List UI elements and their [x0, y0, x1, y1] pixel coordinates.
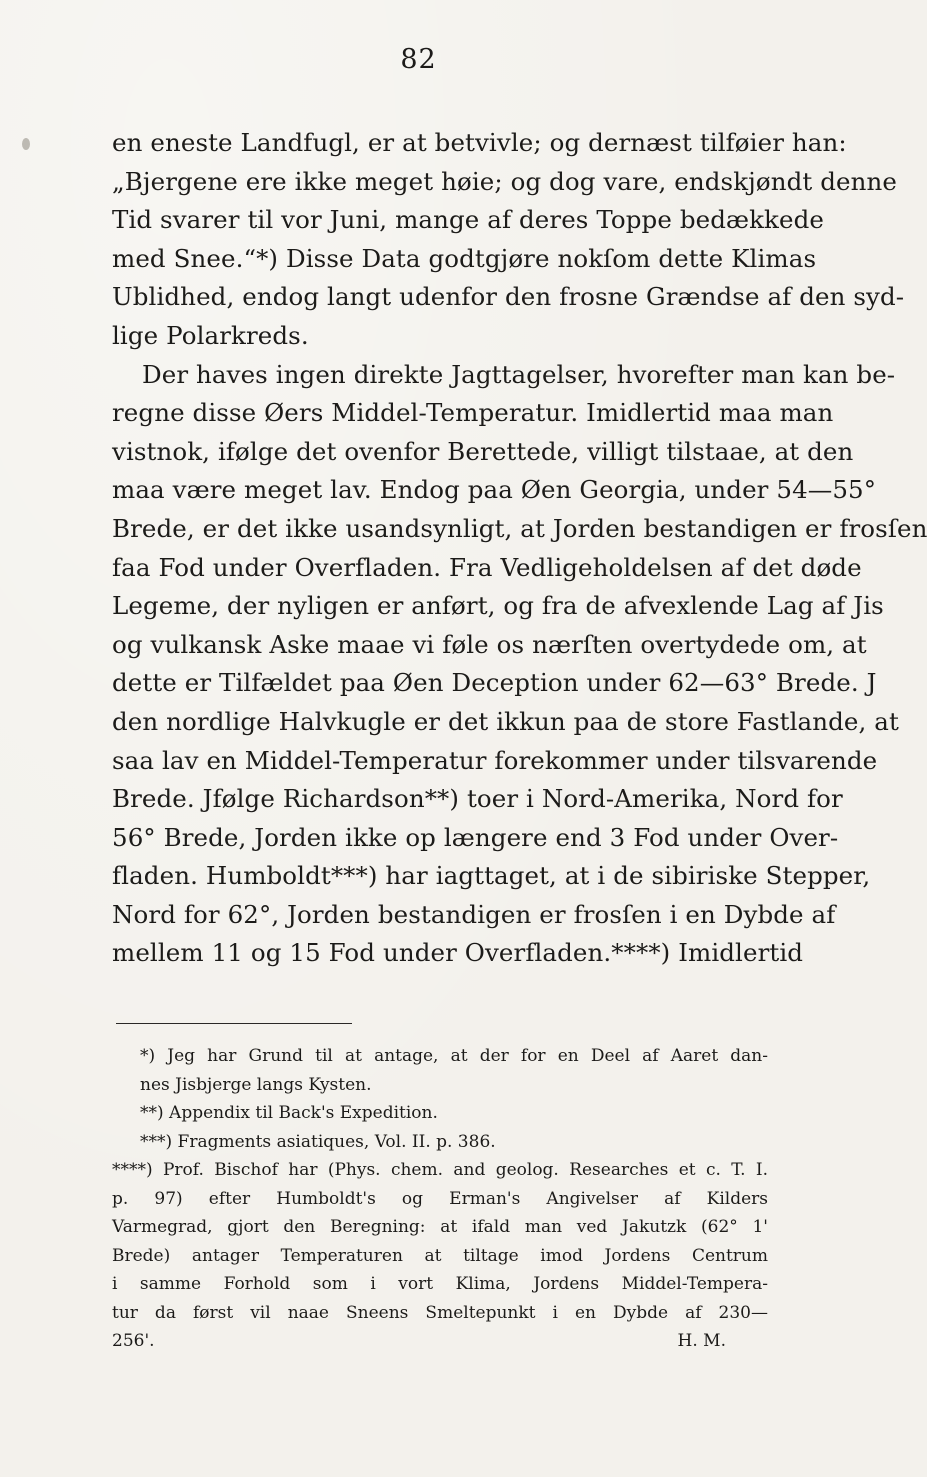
text-line: vistnok, ifølge det ovenfor Berettede, villigt tilstaae, at den: [112, 436, 854, 466]
text-line: med Snee.“*) Disse Data godtgjøre nokſom dette Klimas: [112, 243, 817, 273]
text-line: en eneste Landfugl, er at betvivle; og dernæst tilføier han:: [112, 128, 847, 157]
main-text-block: [112, 124, 927, 973]
text-line: fladen. Humboldt***) har iagttaget, at i de sibiriske Stepper,: [112, 861, 871, 891]
text-line: mellem 11 og 15 Fod under Overfladen.****) Imidlertid: [112, 938, 804, 968]
text-line: faa Fod under Overfladen. Fra Vedligeholdelsen af det døde: [112, 552, 862, 582]
text-line: Legeme, der nyligen er anført, og fra de afvexlende Lag af Jis: [112, 591, 884, 621]
footnote-4-cont: tur da først vil naae Sneens Smeltepunkt i en Dybde af 230—: [112, 1302, 768, 1323]
footnote-4-cont: i samme Forhold som i vort Klima, Jordens Middel-Tempera-: [112, 1274, 768, 1294]
text-line: dette er Tilfældet paa Øen Deception under 62—63° Brede. J: [112, 668, 877, 698]
footnote-4-cont: Varmegrad, gjort den Beregning: at ifald man ved Jakutzk (62° 1': [112, 1217, 768, 1237]
text-line: Ublidhed, endog langt udenfor den frosne Grændse af den syd-: [112, 282, 905, 312]
footnote-1: *) Jeg har Grund til at antage, at der for en Deel af Aaret dan-: [140, 1046, 768, 1066]
footnote-4-last: 256'.: [112, 1331, 155, 1351]
text-line: Brede, er det ikke usandsynligt, at Jorden bestandigen er frosſen: [112, 513, 927, 543]
text-line: Tid svarer til vor Juni, mange af deres Toppe bedækkede: [112, 205, 824, 235]
footnote-3: ***) Fragments asiatiques, Vol. II. p. 386.: [140, 1131, 496, 1152]
footnote-4-cont: Brede) antager Temperaturen at tiltage imod Jordens Centrum: [112, 1245, 768, 1266]
text-line: Nord for 62°, Jorden bestandigen er frosſen i en Dybde af: [112, 899, 836, 929]
text-line: maa være meget lav. Endog paa Øen Georgia, under 54—55°: [112, 475, 877, 505]
footnote-signature: H. M.: [677, 1331, 726, 1351]
text-line: 56° Brede, Jorden ikke op længere end 3 Fod under Over-: [112, 822, 839, 852]
page-number: 82: [400, 44, 437, 75]
footnote-4: ****) Prof. Bischof har (Phys. chem. and geolog. Researches et c. T. I.: [112, 1160, 768, 1180]
text-line: den nordlige Halvkugle er det ikkun paa de store Fastlande, at: [112, 706, 899, 736]
text-line: lige Polarkreds.: [112, 320, 309, 350]
footnote-divider: [116, 1023, 352, 1024]
text-line: og vulkansk Aske maae vi føle os nærſten overtydede om, at: [112, 629, 867, 659]
footnote-4-end: [112, 1327, 768, 1356]
text-line: saa lav en Middel-Temperatur forekommer under tilsvarende: [112, 745, 878, 775]
footnotes-block: [112, 1042, 768, 1356]
footnote-2: **) Appendix til Back's Expedition.: [140, 1103, 438, 1123]
text-line: regne disse Øers Middel-Temperatur. Imidlertid maa man: [112, 398, 834, 428]
paragraph-start: Der haves ingen direkte Jagttagelser, hvorefter man kan be-: [142, 359, 896, 389]
footnote-4-cont: p. 97) efter Humboldt's og Erman's Angivelser af Kilders: [112, 1188, 768, 1209]
footnote-1-cont: nes Jisbjerge langs Kysten.: [140, 1074, 372, 1095]
paper-blemish: [22, 138, 30, 150]
text-line: „Bjergene ere ikke meget høie; og dog vare, endskjøndt denne: [112, 166, 897, 196]
text-line: Brede. Jfølge Richardson**) toer i Nord-Amerika, Nord for: [112, 784, 843, 814]
